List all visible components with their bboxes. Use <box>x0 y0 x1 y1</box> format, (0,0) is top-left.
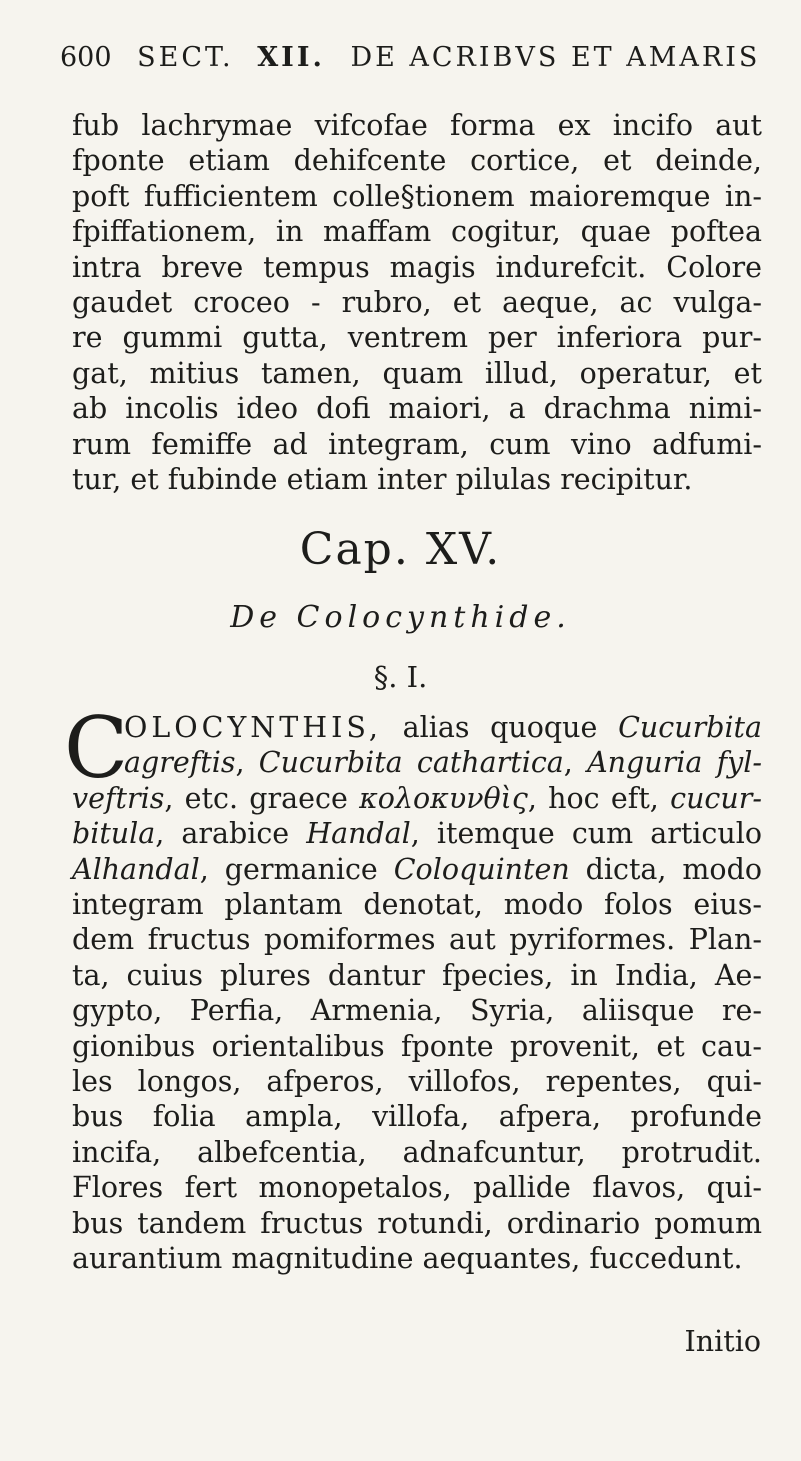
text-line <box>72 1170 762 1205</box>
paragraph-colocynthis <box>72 710 762 1277</box>
text-line <box>72 887 762 922</box>
text-line <box>72 1099 762 1134</box>
header-title: DE ACRIBVS ET AMARIS <box>350 42 761 73</box>
section-mark: §. I. <box>373 660 428 694</box>
text-run: Handal <box>306 817 411 851</box>
text-line: intra breve tempus magis indurefcit. Colore <box>72 250 762 284</box>
text-line <box>72 1206 762 1241</box>
text-run: alias quoque <box>381 711 619 744</box>
text-run: , germanice <box>199 852 394 886</box>
text-line: gaudet croceo - rubro, et aeque, ac vulga- <box>72 286 762 320</box>
text-run: dem fructus pomiformes aut pyriformes. Plan- <box>72 923 762 957</box>
text-run: , arabice <box>155 817 307 851</box>
text-line: rum femiffe ad integram, cum vino adfumi- <box>72 427 762 461</box>
text-run: OLOCYNTHIS, <box>124 711 382 744</box>
text-run: agreftis <box>124 746 236 780</box>
text-run: , hoc eft, <box>527 781 671 815</box>
text-line <box>72 958 762 993</box>
text-run: ta, cuius plures dantur fpecies, in India, Ae- <box>72 958 762 992</box>
text-run: Cucurbita cathartica <box>258 746 564 780</box>
text-line <box>72 781 762 816</box>
text-run: bitula <box>72 817 156 851</box>
text-run: Coloquinten <box>393 852 570 886</box>
text-line <box>72 852 762 887</box>
text-line <box>72 710 762 745</box>
text-line <box>72 1029 762 1064</box>
text-run: cucur- <box>670 781 762 815</box>
text-line <box>72 993 762 1028</box>
drop-cap: C <box>64 699 129 797</box>
text-line: gat, mitius tamen, quam illud, operatur, et <box>72 356 762 390</box>
paragraph-continued <box>72 108 762 497</box>
text-line: ab incolis ideo dofi maiori, a drachma nimi- <box>72 392 762 426</box>
text-line: tur, et fubinde etiam inter pilulas recipitur. <box>72 463 693 497</box>
text-run: , <box>563 746 588 780</box>
text-line: poft fufficientem colle§tionem maioremque in- <box>72 179 762 213</box>
text-run: bus tandem fructus rotundi, ordinario pomum <box>72 1206 762 1240</box>
text-run: Cucurbita <box>618 711 762 744</box>
text-run: , itemque cum articulo <box>410 817 762 851</box>
text-line <box>72 745 762 780</box>
catchword: Initio <box>684 1325 761 1358</box>
chapter-subtitle: De Colocynthide. <box>230 600 571 635</box>
running-header <box>60 42 760 73</box>
text-run: bus folia ampla, villofa, afpera, profunde <box>72 1100 762 1134</box>
text-line: fub lachrymae vifcofae forma ex incifo aut <box>72 109 762 142</box>
text-run: Anguria fyl- <box>587 746 762 780</box>
text-line <box>72 816 762 851</box>
header-section: SECT. <box>137 42 234 73</box>
text-run: integram plantam denotat, modo folos eius- <box>72 888 762 922</box>
text-run: incifa, albefcentia, adnafcuntur, protrudit. <box>72 1135 762 1169</box>
text-run: κολοκυνθὶς <box>359 781 528 815</box>
text-line: re gummi gutta, ventrem per inferiora pur- <box>72 321 762 355</box>
text-line <box>72 922 762 957</box>
text-run: veftris <box>72 781 165 815</box>
text-run: gypto, Perfia, Armenia, Syria, aliisque re- <box>72 994 762 1028</box>
text-run: Alhandal <box>72 852 200 886</box>
chapter-heading: Cap. XV. <box>299 524 502 575</box>
header-part: XII. <box>257 42 325 73</box>
text-run: , etc. graece <box>164 781 360 815</box>
text-line <box>72 1064 762 1099</box>
text-run: aurantium magnitudine aequantes, fuccedunt. <box>72 1242 743 1276</box>
text-line <box>72 1241 762 1276</box>
page-number: 600 <box>60 42 112 73</box>
text-run: gionibus orientalibus fponte provenit, et cau- <box>72 1029 762 1063</box>
text-line <box>72 1135 762 1170</box>
text-run: , <box>235 746 259 780</box>
text-run: dicta, modo <box>569 852 762 886</box>
text-line: fponte etiam dehifcente cortice, et deinde, <box>72 144 762 178</box>
text-run: les longos, afperos, villofos, repentes, qui- <box>72 1065 762 1099</box>
text-run: Flores fert monopetalos, pallide flavos, qui- <box>72 1171 762 1205</box>
text-line: fpiffationem, in maffam cogitur, quae poftea <box>72 215 762 249</box>
